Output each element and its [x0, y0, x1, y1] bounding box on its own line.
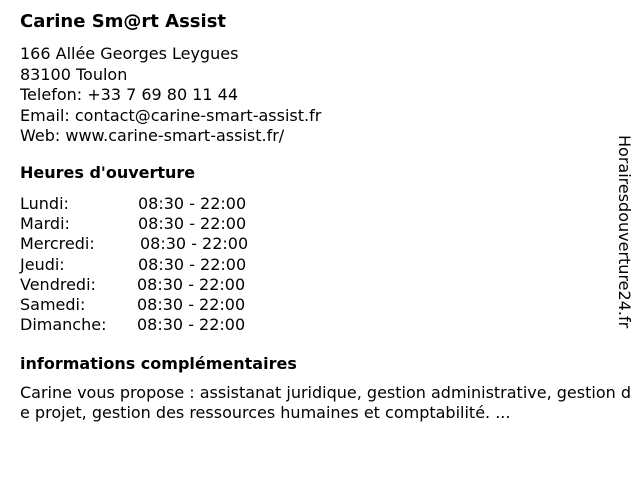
time-value: 08:30 - 22:00: [138, 194, 247, 213]
hours-row-sunday: [20, 315, 320, 335]
web-line: Web: www.carine-smart-assist.fr/: [20, 126, 285, 145]
email-line: Email: contact@carine-smart-assist.fr: [20, 105, 322, 125]
address-city: 83100 Toulon: [20, 64, 128, 84]
business-name: Carine Sm@rt Assist: [20, 11, 227, 32]
hours-heading: Heures d'ouverture: [20, 163, 196, 182]
hours-row-friday: [20, 275, 320, 295]
time-value: 08:30 - 22:00: [137, 274, 246, 294]
contact-block: [20, 44, 321, 147]
day-label: Vendredi:: [20, 274, 96, 294]
hours-table: [20, 194, 320, 335]
info-heading: informations complémentaires: [20, 354, 297, 373]
time-value: 08:30 - 22:00: [140, 234, 249, 254]
hours-row-thursday: [20, 255, 320, 275]
hours-row-saturday: [20, 295, 320, 315]
hours-row-tuesday: [20, 214, 320, 234]
day-label: Jeudi:: [20, 254, 65, 274]
time-value: 08:30 - 22:00: [138, 254, 247, 274]
hours-row-wednesday: [20, 234, 320, 254]
day-label: Mardi:: [20, 214, 70, 234]
day-label: Mercredi:: [20, 234, 95, 254]
day-label: Dimanche:: [20, 315, 107, 335]
info-description: Carine vous propose : assistanat juridique, gestion administrative, gestion de projet, gestion des ressources humaines et comptabilité. ...: [20, 383, 631, 422]
hours-row-monday: [20, 194, 320, 214]
site-watermark: Horairesdouverture24.fr: [615, 135, 634, 329]
address-street: 166 Allée Georges Leygues: [20, 44, 239, 63]
phone-line: Telefon: +33 7 69 80 11 44: [20, 85, 239, 104]
time-value: 08:30 - 22:00: [138, 214, 247, 234]
time-value: 08:30 - 22:00: [137, 315, 246, 335]
time-value: 08:30 - 22:00: [137, 294, 246, 314]
day-label: Samedi:: [20, 294, 86, 314]
day-label: Lundi:: [20, 194, 69, 213]
